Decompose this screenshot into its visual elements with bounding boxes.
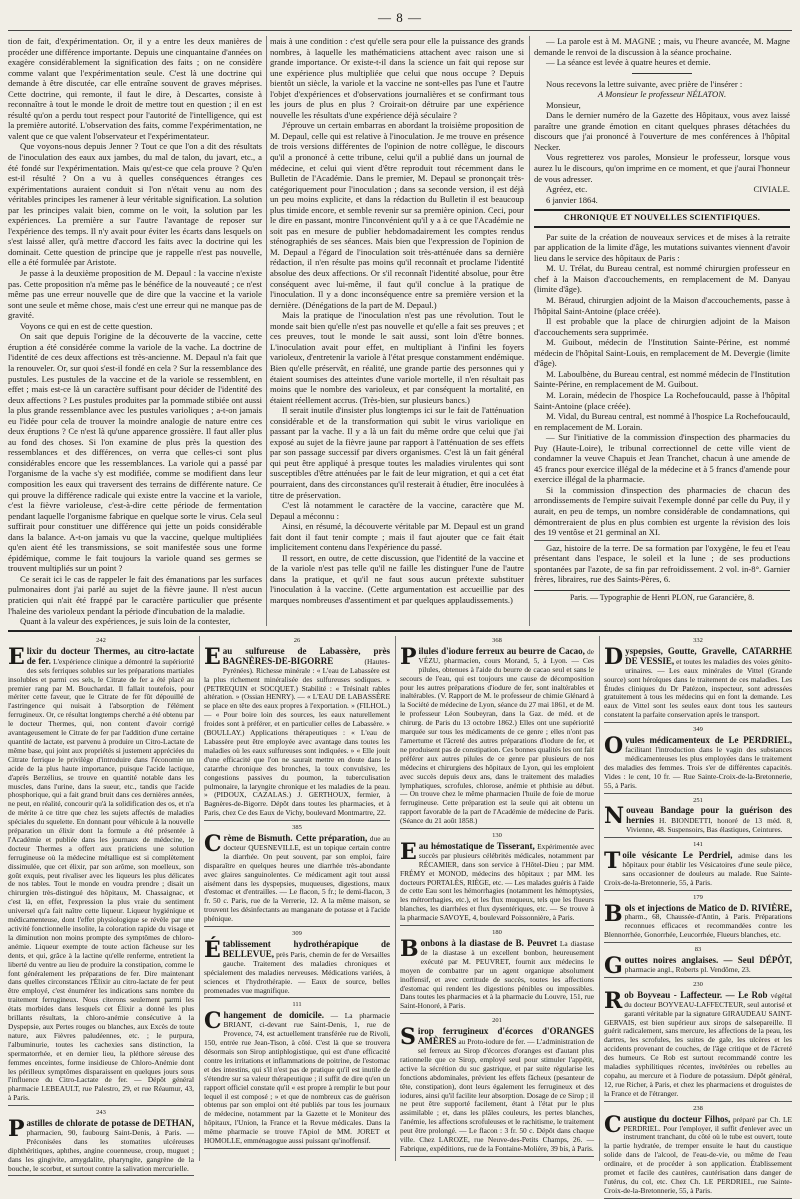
article-paragraph: Il ressort, en outre, de cette discussion, que l'identité de la vaccine et de la variole n'est pas telle qu'il ne faille les distinguer l'une de l'autre dans la pratique, et qu'il ne faut sous aucun prétexte substituer l'inoculation à la vaccine. (Cette argumentation est accueillie par des marques nombreuses d'assentiment et par quelques applaudissements.) xyxy=(270,552,524,605)
ad-separator xyxy=(204,926,390,927)
ad-separator xyxy=(604,890,792,891)
ad-body: pharm., 68, Chaussée-d'Antin, à Paris. Préparations reconnues efficaces et recommandées contre les Blennorrhée, Gonorrhée, Leucorrhée, Flueurs blanches, etc. xyxy=(604,912,792,940)
letter-salutation: Monsieur, xyxy=(546,99,581,110)
ad-number: 26 xyxy=(293,637,301,644)
ad-text xyxy=(400,1024,594,1154)
news-paragraph: M. U. Trélat, du Bureau central, est nommé chirurgien professeur en chef à la Maison d'accouchements, en remplacement de M. Danyau (limite d'âge). xyxy=(534,263,790,295)
ad-text xyxy=(8,643,194,1103)
article-paragraph: Que voyons-nous depuis Jenner ? Tout ce que l'on a dit des résultats de l'inoculation des eaux aux jambes, du mal de talon, du javart, etc., a été fondé sur l'expérimentation. Mais qu'est-ce que cela prouve ? Qu'en est-il résulté ? On a vu à quelles conséquences étranges ces expérimentations auraient conduit si l'on n'était venu au nom des véritables principes les ramener à leur véritable signification. La solution par les principes valait bien, comme on le voit, la solution par les expériences. La première a sur l'autre l'avantage de reposer sur l'expérience des temps. Il n'y avait pour éviter les écarts dans lesquels on s'est laissé aller, qu'à mettre d'accord les faits avec la doctrine qui les dominait. Cette question de principe que je rappelle n'est pas nouvelle, elle a été formulée par Aristote. xyxy=(8,141,262,268)
ad-body: due au docteur QUESNEVILLE, est un topique certain contre la diarrhée. On peut souvent, par son emploi, faire disparaître en quelques heures une diarrhée très-abondante avec glaires sanguinolentes. Ce médicament agit tout aussi aisément dans les dyspepsies, muqueuses, digestions, maux d'estomac et d'entrailles. — Le flacon, 5 fr.; le demi-flacon, 3 fr. 50 c. Paris, rue de la Verrerie, 12. A la même maison, se trouvent les désinfectants au manganate de potasse et à l'acide phénique. xyxy=(204,834,390,924)
ad-separator xyxy=(604,942,792,943)
ad-title: oile vésicante Le Perdriel, xyxy=(622,850,733,861)
column-divider xyxy=(266,36,267,626)
ad-text xyxy=(204,643,390,818)
letter-closing xyxy=(534,184,790,195)
letter-body: Vous regretterez vos paroles, Monsieur le professeur, lorsque vous aurez lu le discours, qu'on imprime en ce moment, et que j'aurai l'honneur de vous adresser. xyxy=(534,152,790,184)
drop-cap: P xyxy=(400,643,417,670)
news-paragraph: Si la commission d'inspection des pharmacies de chacun des arrondissements de l'empire suivait l'exemple donné par celle du Puy, il y aurait, en peu de temps, un nombre considérable de condamnations, qui démontreraient de plus en plus combien est urgente la révision des lois des 19 ventôse et 21 germinal an XI. xyxy=(534,484,790,538)
advertisement xyxy=(604,841,792,891)
top-rule xyxy=(8,30,792,31)
ad-text xyxy=(204,831,390,924)
session-note: — La séance est levée à quatre heures et demie. xyxy=(546,57,711,68)
ad-body: H. BIONDETTI, honoré de 13 méd. 8, Vivienne, 48. Suspensoirs, Bas élastiques, Ceintures. xyxy=(626,816,792,835)
news-paragraph: — Sur l'initiative de la commission d'inspection des pharmacies du Puy (Haute-Loire), le tribunal correctionnel de cette ville vient de condamner la veuve Chapuis et Jean Tranchet, chacun à une amende de 45 francs pour exercice illégal de la médecine et à 5 francs d'amende pour exercice illégal de la pharmacie. xyxy=(534,432,790,485)
ads-column-1 xyxy=(8,636,194,1173)
ad-title: vules médicamenteux de Le PERDRIEL, xyxy=(625,735,792,746)
ad-body: facilitant l'introduction dans le vagin des substances médicamenteuses les plus employées dans le traitement des maladies des femmes. Trois s'er de différentes capacités. Vides : le cent, 10 fr. — Rue Sainte-Croix-de-la-Bretonnerie, 55, à Paris. xyxy=(604,744,792,790)
ad-body: Elles ont une supériorité marquée sur tous les médicaments de ce genre ; elles n'ont pas l'amertume et l'âcreté des autres préparations d'iodure de fer, et ne produisent pas de constipation. Ces bonnes qualités les ont fait préférer aux autres pilules de ce genre par plusieurs de nos médecins et chirurgiens des hôpitaux de Lyon, qui les emploient avec succès depuis deux ans, dans le traitement des maladies lymphatiques, scrofules, chlorose, anémie et phthisie au début. — On trouve chez le même pharmacien l'huile de foie de morue ferrugineuse. Cette préparation est la seule qui ait obtenu un rapport favorable de la part de l'Académie de médecine de Paris. (Séance du 21 août 1858.) xyxy=(400,718,594,826)
drop-cap: N xyxy=(604,803,625,830)
page-number: — 8 — xyxy=(378,10,422,25)
ad-text xyxy=(204,1008,390,1146)
ad-text xyxy=(604,900,792,941)
advertisement xyxy=(204,637,390,821)
advertisement xyxy=(8,1109,194,1176)
drop-cap: E xyxy=(400,838,417,865)
advertisement xyxy=(204,930,390,998)
article-column-2 xyxy=(270,36,524,626)
article-paragraph: Je passe à la deuxième proposition de M. Depaul : la vaccine n'existe pas. Cette proposition n'a même pas le bénéfice de la nouveauté ; ce n'est même pas une erreur nouvelle que de dire que la vaccine et la variole sont une seule et même chose, mais c'est une erreur qui ne manque pas de gravité. xyxy=(8,268,262,321)
ad-separator xyxy=(604,977,792,978)
section-title: CHRONIQUE ET NOUVELLES SCIENTIFIQUES. xyxy=(534,209,790,228)
ad-number: 130 xyxy=(492,832,502,840)
ad-separator xyxy=(604,1101,792,1102)
letter-addressee: A Monsieur le professeur NÉLATON. xyxy=(597,89,727,100)
ad-separator xyxy=(604,837,792,838)
ad-title: onbons à la diastase de B. Peuvret xyxy=(420,938,557,948)
ad-separator xyxy=(400,1013,594,1014)
letter-date: 6 janvier 1864. xyxy=(546,194,598,205)
drop-cap: D xyxy=(604,643,624,670)
ad-body: pharmacie angl., Roberts pl. Vendôme, 23. xyxy=(624,965,751,974)
ad-number: 230 xyxy=(693,980,703,988)
ad-text xyxy=(604,953,792,980)
article-paragraph: Quant à la valeur des expériences, je suis loin de la contester, xyxy=(20,616,231,627)
ad-body: Expérimentée avec succès par plusieurs célébrités médicales, notamment par RÉCAMIER, dans son service à l'Hôtel-Dieu ; par MM. FRÉMY et MONOD, médecins des hôpitaux ; par MM. les docteurs PORTALÈS, RIÈGE, etc. — Les malades guéris à l'aide de cette Eau sont les hémorrhagies (notamment les hémoptysies, les métrorrhagies, etc.), et les flux muqueux, tels que les flueurs blanches, les diarrhées et flux dysentériques, etc. — Se trouve à la pharmacie SAVOYE, 4, boulevard Poissonnière, à Paris. xyxy=(400,841,594,923)
ad-number: 368 xyxy=(492,637,502,644)
advertisement xyxy=(604,894,792,944)
advertisement xyxy=(400,637,594,829)
ad-separator xyxy=(8,1105,194,1106)
drop-cap: C xyxy=(604,1111,622,1138)
ad-text xyxy=(400,643,594,826)
ad-text xyxy=(604,848,792,888)
ad-separator xyxy=(204,820,390,821)
advertisement xyxy=(400,832,594,926)
ad-body: admise dans les hôpitaux pour établir les Vésicatoires d'une seule pièce, sans occasionner de douleurs au malade. Rue Sainte-Croix-de-la-Bretonnerie, 55, à Paris. xyxy=(604,851,792,887)
advertisement xyxy=(8,637,194,1106)
drop-cap: E xyxy=(204,643,221,670)
article-paragraph: Voyons ce qui en est de cette question. xyxy=(20,320,153,331)
ad-separator xyxy=(400,1156,594,1157)
ad-text xyxy=(8,1116,194,1173)
ads-column-3 xyxy=(400,636,594,1161)
ad-title: irop ferrugineux d'écorces d'ORANGES AMÈRES xyxy=(417,1026,594,1047)
drop-cap: B xyxy=(604,900,623,927)
advertisement xyxy=(400,1017,594,1157)
ad-body: (Hautes-Pyrénées). Richesse minérale : « L'eau de Labassère est la plus richement minéralisée des sulfureuses sodiques. » (PETREQUIN et SOCQUET.) Stabilité : « Trésinalt rables altération. » (Ossian HENRY). — « L'EAU DE LABASSÈRE se place en tête des eaux propres à l'exportation. » (FILHOL.) — « Pour boire loin des sources, les eaux naturellement froides sont à préférer, et en particulier celles de Labassère. » (BOULLAY.) Applications thérapeutiques : « L'eau de Labassère peut être employée avec avantage dans toutes les maladies où les eaux sulfureuses sont indiquées. » « Elle jouit d'une efficacité que l'on ne saurait mettre en doute dans le catarrhe chronique des bronches, la toux convulsive, les congestions passives du poumon, la tuberculisation pulmonaire, la laryngite chronique et les maladies de la peau. » (PIDOUX, CAZALAS.) J. GERTHOUX, fermier, à Bagnères-de-Bigorre. Dépôt dans toutes les pharmacies, et à Paris, chez Ce des Eaux de Vichy, boulevard Montmartre, 22. xyxy=(204,656,390,818)
article-paragraph: Il serait inutile d'insister plus longtemps ici sur le fait de l'atténuation considérable et de la transformation qui subit le virus variolique en passant par la vache. Il y a là un fait du même ordre que celui que j'ai exposé au sujet de la fièvre jaune par rapport à l'atténuation de ses effets par son passage successif par divers organismes. C'est là un fait général qui peut être appliqué à presque toutes les maladies virulentes qui sont susceptibles d'être atténuées par le fait de leur migration, et qui a cet état pourraient, dans des circonstances qu'il resterait à étudier, être inoculées à titre de préservation. xyxy=(270,405,524,500)
advertisement xyxy=(604,981,792,1102)
advertisements-section xyxy=(8,636,793,1195)
ad-number: 243 xyxy=(96,1109,106,1117)
ad-title: outtes noires anglaises. — Seul DÉPÔT, xyxy=(624,955,792,966)
letter-closing-text: Agréez, etc. xyxy=(546,184,588,195)
ad-text xyxy=(604,987,792,1099)
ad-number: 309 xyxy=(292,930,302,938)
news-paragraph: M. Guibout, médecin de l'Institution Sainte-Périne, est nommé médecin de l'hôpital Saint-Louis, en remplacement de M. Devergie (limite d'âge). xyxy=(534,337,790,369)
article-paragraph: J'éprouve un certain embarras en abordant la troisième proposition de M. Depaul, celle qui est relative à l'inoculation. Je me trouve en présence de trois versions différentes de l'opinion de notre collègue, le discours qu'il a prononcé à cette tribune, celui qu'il a publié dans un journal de médecine, et celui qui vient d'être reproduit tout récemment dans le Bulletin de l'Académie. Dans le premier, M. Depaul se prononçait très-catégoriquement pour l'inoculation ; dans sa seconde version, il est déjà un peu moins explicite, et dans la rédaction du Bulletin il est beaucoup plus timide encore, et semble revenir sur sa première opinion. Ceci, pour le dire en passant, montre l'inconvénient qu'il y a à ce que l'Académie ne soit pas en mesure de publier hebdomadairement les comptes rendus sténographiés de ses séances. Mais bien que l'expression de l'opinion de M. Depaul a l'égard de l'inoculation soit très-atténuée dans sa dernière rédaction, il n'en résulte pas moins qu'il reconnaît et proclame l'identité absolue des deux affections. Or s'il reconnaît l'identité absolue, pour être conséquent avec lui-même, il faut qu'il conclue à la pratique de l'inoculation. Il y a donc inconséquence entre sa première version et la dernière. (Dénégations de la part de M. Depaul.) xyxy=(270,120,524,310)
news-paragraph: Par suite de la création de nouveaux services et de mises à la retraite par application de la limite d'âge, les mutations suivantes viennent d'avoir lieu dans le service des hôpitaux de Paris : xyxy=(534,231,790,263)
ad-separator xyxy=(604,722,792,723)
drop-cap: G xyxy=(604,953,623,980)
ad-title: astilles de chlorate de potasse de DETHAN, xyxy=(26,1118,194,1129)
ad-title: ouveau Bandage pour la guérison des hernies xyxy=(626,805,792,826)
ad-number: 349 xyxy=(693,726,703,734)
ad-number: 201 xyxy=(492,1017,502,1025)
ad-separator xyxy=(400,925,594,926)
ad-text xyxy=(204,937,390,995)
ad-title: au hémostatique de Tisserant, xyxy=(418,840,535,851)
ad-title: ols et injections de Matico de D. RIVIÈRE, xyxy=(624,902,792,913)
column-divider xyxy=(395,636,396,1161)
article-paragraph: On sait que depuis l'origine de la découverte de la vaccine, cette éruption a été considérée comme la variole de la vache. La doctrine de l'identité de ces deux affections est très-ancienne. M. Depaul n'a fait que la renouveler. Or, sur quoi s'est-il fondé en cela ? Sur la ressemblance des pustules. Les pustules de la vaccine et de la variole se ressemblent, en effet ; mais est-ce là un caractère suffisant pour décider de l'identité des deux affections ? Les pustules produites par la pommade stibiée ont aussi la plus grande ressemblance avec les pustules varioliques ; a-t-on jamais eu l'idée pour cela de trouver la moindre analogie de nature entre ces deux éruptions ? Ce n'est là qu'une apparence grossière. Il faut aller plus au fond des choses. Si l'on examine de plus près la question des ressemblances et des différences, on verra que celles-ci sont plus considérables encore que les ressemblances. La variole qui a passé par l'organisme de la vache s'y est modifiée, comme se modifient dans leur composition les eaux qui traversent des terrains de différente nature. Ce qui prouve la différence radicale qui existe entre la vaccine et la variole, c'est la fièvre varioleuse, c'est-à-dire cette période de fermentation pendant laquelle l'organisme fabrique en quelque sorte le virus. Cela seul suffirait pour constituer une différence qui jette un poids considérable dans la balance. A-t-on jamais vu que la vaccine, quelque multipliées qu'en aient été les transmissions, se soit manifestée sous une forme épidémique, comme le fait toujours la variole quand ses germes se trouvent multipliés sur un point ? xyxy=(8,331,262,574)
column-divider xyxy=(529,36,530,626)
ad-separator xyxy=(604,793,792,794)
ads-column-2 xyxy=(204,636,390,1161)
article-paragraph: Ainsi, en résumé, la découverte véritable par M. Depaul est un grand fait dont il faut tenir compte ; mais il faut ajouter que ce fait était implicitement contenu dans l'expérience du passé. xyxy=(270,521,524,553)
ad-title: austique du docteur Filhos, xyxy=(623,1113,731,1124)
separator xyxy=(534,540,790,541)
drop-cap: É xyxy=(204,937,221,963)
column-divider xyxy=(599,636,600,1161)
imprint: Paris. — Typographie de Henri PLON, rue Garancière, 8. xyxy=(534,590,790,604)
ad-title: ilules d'iodure ferreux au beurre de Cacao, xyxy=(418,645,585,656)
separator xyxy=(632,73,692,74)
advertisement xyxy=(604,797,792,839)
ad-body: Dire maintenant dans quelles circonstances l'Élixir au citro-lactate de fer peut être employé, c'est énumérer les indications sans nombre du traitement ferrugineux. Nous citerons seulement parmi les états morbides dans lesquels cet Élixir a donné les plus brillants résultats, la chloro-anémie consécutive à la Dyspepsie, aux Pertes rouges ou blanches, aux Excès de toute nature, aux Fièvres paludéennes, etc. ; le purpura, l'albuminurie, toutes les cachexies sans distinction, la spermatorrhée, et en dernier lieu, la pléthore séreuse des femmes enceintes, forme insidieuse de Chloro-Anémie dont les périlleux symptômes disparaissent en quelques jours sous l'influence du Citro-Lactate de fer. — Dépôt général pharmacie LEBEAULT, rue Palestro, 29, et rue Réaumur, 43, à Paris. xyxy=(8,968,194,1103)
article-paragraph: mais à une condition : c'est qu'elle sera pour elle la puissance des grands nombres, à laquelle les mathématiciens attachent avec raison une si grande importance. Or existe-t-il dans la science un fait qui repose sur une expérience plus multipliée que celui que nous occupe ? Depuis bientôt un siècle, la variole et la vaccine ne sont-elles pas l'une et l'autre l'objet d'expériences et d'observations journalières et se confirmant tous les jours de plus en plus ? Croirait-on détruire par une expérience nouvelle les résultats d'une expérience déjà séculaire ? xyxy=(270,36,524,120)
drop-cap: O xyxy=(604,733,624,760)
ads-rule xyxy=(8,630,792,632)
ad-number: 179 xyxy=(693,893,703,901)
ad-number: 83 xyxy=(694,946,702,954)
advertisement xyxy=(204,824,390,927)
ad-number: 251 xyxy=(693,796,703,804)
article-column-3 xyxy=(534,36,790,626)
ad-number: 242 xyxy=(96,637,106,644)
drop-cap: R xyxy=(604,987,623,1014)
ad-number: 180 xyxy=(492,929,502,937)
drop-cap: C xyxy=(204,1008,222,1035)
ad-number: 332 xyxy=(693,637,703,644)
ad-title: au sulfureuse de Labassère, près BAGNÈRES-DE-BIGORRE xyxy=(222,645,390,666)
drop-cap: T xyxy=(604,848,621,875)
ad-title: yspepsies, Goutte, Gravelle, CATARRHE DE VESSIE, xyxy=(625,645,792,666)
ad-body: végétal du docteur BOYVEAU-LAFFECTEUR, seul autorisé et garanti véritable par la signature GIRAUDEAU SAINT-GERVAIS, est bien supérieur aux sirops de salsepareille. Il guérit radicalement, sans mercure, les affections de la peau, les dartres, les scrofules, les suites de gale, les ulcères et les accidents provenant de couches, de l'âge critique et de l'âcreté des humeurs. Ce Rob est surtout recommandé contre les maladies syphilitiques récentes, invétérées ou rebelles au copahu, au mercure et à l'iodure de potassium. Dépôt général, 12, rue Richer, à Paris, et chez les pharmaciens et droguistes de la France et de l'étranger. xyxy=(604,990,792,1098)
ad-body: de VÉZU, pharmacien, cours Morand, 5, à Lyon. — Ces pilules, obtenues à l'aide du beurre de cacao seul et sans le secours de l'eau, qui est toujours une cause de décomposition pour les autres préparations d'iodure de fer, sont inaltérables et inaltérables. (V. Rapport de M. le professeur de chimie Glénard à la Société de médecine de Lyon, séance du 27 mai 1861, et de M. le professeur Léon Soubeyran, dans la Gaz. de méd. et de chirurg. de Paris du 13 octobre 1862.) xyxy=(400,646,594,728)
ad-separator xyxy=(400,828,594,829)
drop-cap: B xyxy=(400,936,419,962)
article-paragraph: tion de fait, d'expérimentation. Or, il y a entre les deux manières de procéder une différence importante. Depuis une cinquantaine d'années on exagère considérablement la signification des faits ; on ne considère comme valant que l'expérimentation seule. C'est là une doctrine qui demande à être discutée, car elle entraîne souvent de graves méprises. Cette doctrine, qui remonte, il faut le dire, à Descartes, consiste à reconnaître à tout le monde le droit de mettre tout en question ; il en est résulté qu'on a perdu tout respect pour l'autorité de l'intelligence, qui est la première autorité. L'observation des faits, comme l'expérimentation, ne valent que ce que valent l'observateur et l'expérimentateur. xyxy=(8,36,262,141)
letter-body: Dans le dernier numéro de la Gazette des Hôpitaux, vous avez laissé paraître une grande émotion en citant quelques phrases détachées du discours que j'ai prononcé à l'ouverture de mes conférences à l'hôpital Necker. xyxy=(534,110,790,152)
ad-body: préparé par Ch. LE PERDRIEL. Pour l'employer, il suffit d'enlever avec un instrument tranchant, du côté où le tube est ouvert, toute la partie hydratée, de tremper ensuite le haut du caustique solide dans de l'alcool, de l'eau-de-vie, ou même de l'eau ordinaire, et de procéder à son application. Établissement promet et facile des cautères, cautérisation dans danger de l'utérus, du col, etc. Chez Ch. LE PERDRIEL, rue Sainte-Croix-de-la-Bretonnerie, 55, à Paris. xyxy=(604,1114,792,1195)
ad-title: rème de Bismuth. Cette préparation, xyxy=(223,833,368,844)
letter-signature: CIVIALE. xyxy=(753,184,790,195)
book-notice: Gaz, histoire de la terre. De sa formation par l'oxygène, le feu et l'eau présentant dans l'espace, le soleil et la lune ; de ses productions spontanées par l'azote, de sa fin par refroidissement. 2 vol. in-8°. Garnier frères, libraires, rue des Saints-Pères, 6. xyxy=(534,542,790,585)
ad-body: Liqueur hygiénique et médicamenteuse, dont l'effet physiologique se révèle par une activité fonctionnelle insolite, la coloration rapide du visage et la diminution non moins prompte des symptômes de chloro-anémie. Liqueur exempte de toute action fâcheuse sur les dents, et qui, grâce à la lactine qu'elle renferme, entretient la liberté du ventre au lieu de produire la constipation, comme le font généralement les préparations de fer. xyxy=(8,906,194,978)
ad-text xyxy=(604,1111,792,1196)
news-paragraph: Il est probable que la place de chirurgien adjoint de la Maison d'accouchements sera supprimée. xyxy=(534,316,790,337)
ad-body: au Proto-iodure de fer. — L'administration de sel ferreux au Sirop d'écorces d'oranges est d'autant plus rationnelle que ce Sirop, employé seul pour stimuler l'appétit, active la sécrétion du suc gastrique, et par suite régularise les fonctions abdominales, prévient les effets fâcheux (pesanteur de tête, constipation), dont leurs également les ferrugineux et des iodures, ainsi qu'il facilite leur absorption. Dosage de ce Sirop ; il ne peut être supporté facilement, étant à l'état pur le plus assimilable ; et, dans les plâles couleurs, les pertes blanches, l'anémie, les affections scrofuleuses et le rachitisme, le traitement peut être prolongé. — Le flacon : 3 fr. 50 c. Dépôt dans chaque ville. Chez LAROZE, rue Neuve-des-Petits Champs, 26. — Fabrique, expéditions, rue de la Fontaine-Molière, 39 bis, à Paris. xyxy=(400,1037,594,1153)
ad-separator xyxy=(8,1175,194,1176)
advertisement xyxy=(604,726,792,793)
ad-body: La diastase de la diastase à un excellent bonbon, heureusement exécuté par M. PEUVRET, fournit aux médecins le moyen de combattre par un agent organique absolument inoffensif, et avec certitude de succès, toutes les affections d'estomac qui rendent les digestions pénibles ou impossibles. Dans toutes les pharmacies et à la pharmacie du Louvre, 151, rue Saint-Honoré, à Paris. xyxy=(400,939,594,1011)
advertisement xyxy=(604,946,792,978)
advertisement xyxy=(604,637,792,723)
news-paragraph: M. Vidal, du Bureau central, est nommé à l'hospice La Rochefoucauld, en remplacement de M. Lorain. xyxy=(534,411,790,432)
ad-text xyxy=(400,936,594,1011)
ad-title: lixir du docteur Thermes, au citro-lactate de fer. xyxy=(26,645,194,666)
article-paragraph: Mais la pratique de l'inoculation n'est pas une révolution. Tout le monde sait bien qu'elle n'est pas nouvelle et qu'elle a fait ses preuves ; et ces preuves, tout le monde le sait aussi, sont loin d'être bonnes. L'inoculation avait pour effet, en multipliant à l'infini les foyers varioleux, d'entretenir la variole à l'état presque constamment endémique. Bien qu'elle préservât, en réalité, une grande partie des personnes qui y étaient soumises des atteintes d'une variole mortelle, il n'en résultait pas moins que le nombre des varioleux, et par conséquent la mortalité, en étaient réellement accrus. (Très-bien, sur plusieurs bancs.) xyxy=(270,310,524,405)
article-column-1 xyxy=(8,36,262,626)
ad-body: L'expérience clinique a démontré la supériorité des sels ferriques solubles sur les préparations martiales insolubles et parmi ces sels, le Citrate de fer a été placé au premier rang par M. Bouchardat. Il fallait toutefois, pour mériter cette faveur, que le Citrate de fer fût dépouillé de l'astringence qui nuisait à l'absorption de l'élément ferrugineux. Or, ce résultat longtemps cherché a été obtenu par le docteur Thermes, qui, non content d'avoir corrigé avantageusement le Citrate de fer par l'addition d'une certaine quantité de lactate, est parvenu à produire un Citro-Lactate de même base, qui joint aux propriétés si justement appréciées du Citrate ferrique le privilège d'introduire dans l'économie un acide de la plus haute importance, puisque l'acide lactique, d'après Berzélius, se trouve en quantité notable dans les muscles, dans l'urine, dans la sueur, etc., tandis que l'acide phosphorique, qui a fait grand bruit dans ces dernières années, ne peut, en réalité, concourir qu'à la solidification des os, et n'a de mérite à ce titre que chez les sujets affectés de maladies spéciales du squelette. xyxy=(8,656,194,827)
letter-intro: Nous recevons la lettre suivante, avec prière de l'insérer : xyxy=(546,78,743,89)
news-paragraph: M. Lorain, médecin de l'hospice La Rochefoucauld, passe à l'hôpital Saint-Antoine (place créée). xyxy=(534,389,790,411)
ad-number: 238 xyxy=(693,1104,703,1112)
advertisement xyxy=(604,1105,792,1199)
ad-title: tablissement hydrothérapique de BELLEVUE, xyxy=(222,939,390,959)
ad-text xyxy=(400,838,594,923)
ad-number: 111 xyxy=(292,1001,302,1009)
drop-cap: C xyxy=(204,831,222,858)
ad-title: ob Boyveau - Laffecteur. — Le Rob xyxy=(624,989,768,1000)
ad-number: 385 xyxy=(292,824,302,832)
column-divider xyxy=(199,636,200,1161)
ad-body: près Paris, chemin de fer de Versailles gauche. Traitement des maladies chroniques et spécialement des maladies nerveuses. Médications variées, à sciences et l'hydrothérapie. — Eaux de source, belles promenades vue magnifique. xyxy=(204,949,390,995)
article-section xyxy=(8,36,792,628)
ad-text xyxy=(604,803,792,835)
ad-title: hangement de domicile. xyxy=(223,1010,324,1021)
news-paragraph: M. Laboulbène, du Bureau central, est nommé médecin de l'Institution Sainte-Périne, en remplacement de M. Guibout. xyxy=(534,368,790,390)
session-note: — La parole est à M. MAGNE ; mais, vu l'heure avancée, M. Magne demande le renvoi de la discussion à la séance prochaine. xyxy=(534,36,790,57)
ad-text xyxy=(604,643,793,720)
ad-body: — La pharmacie BRIANT, ci-devant rue Saint-Denis, 1, rue de Provence, 74, est actuellement transférée rue de Rivoli, 150, entrée rue Jean-Tison, à côté. C'est là que se trouvera désormais son Sirop antiphlogistique, qui est d'une efficacité contre les irritations et inflammations de poitrine, de l'estomac et des intestins, qui s'il n'est pas de pratique qu'il est inutile de s'étendre sur sa valeur thérapeutique ; il suffit de dire qu'en un rapport officiel constate qu'il « est propre à remplir le but pour lequel il est composé ; » et que de nombreux cas de guérison obtenus par son emploi ont été publiés par tous les journaux de médecine, notamment par la Gazette et le Moniteur des hôpitaux, l'Union, la France et la Revue médicales. Dans la même pharmacie se trouve l'Apiol de MM. JORET et HOMOLLE, emménagogue aussi puissant qu'inoffensif. xyxy=(204,1011,390,1146)
advertisement xyxy=(204,1001,390,1149)
ad-body: et toutes les maladies des voies génito-urinaires. — Les eaux minérales de Vittel (Grande source) sont héroïques dans le traitement de ces maladies. Les Études cliniques du Dr Patézon, inspecteur, sont adressées gratuitement à tous les médecins qui en font la demande. Les eaux de Vittel sont les seules eaux dont tous les sauteurs constatent la parfaite conservation après le transport. xyxy=(604,656,793,720)
drop-cap: S xyxy=(400,1024,416,1051)
ad-separator xyxy=(204,997,390,998)
article-paragraph: Ce serait ici le cas de rappeler le fait des émanations par les surfaces pulmonaires dont j'ai parlé au sujet de la fièvre jaune. Il n'est aucun praticien qui n'ait été frappé par le caractère particulier que présente l'haleine des varioleux pendant la période d'incubation de la maladie. xyxy=(8,573,262,616)
ad-text xyxy=(604,733,792,790)
advertisement xyxy=(400,929,594,1014)
article-paragraph: C'est là notamment le caractère de la vaccine, caractère que M. Depaul a méconnu : xyxy=(270,500,524,521)
drop-cap: E xyxy=(8,643,25,670)
ad-body: pharmacien, 90, faubourg Saint-Denis, à Paris. — Préconisées dans les stomatites ulcéreuses diphthéritiques, aphthes, angine couenneuse, croup, muguet ; dans les gingivite, amygdalite, pharyngite, gangrène de la bouche, le scorbut, et surtout contre la salivation mercurielle. xyxy=(8,1127,194,1173)
drop-cap: P xyxy=(8,1116,25,1143)
news-paragraph: M. Béraud, chirurgien adjoint de la Maison d'accouchements, passe à l'hôpital Saint-Antoine (place créée). xyxy=(534,295,790,316)
ads-column-4 xyxy=(604,636,793,1195)
ad-number: 141 xyxy=(693,841,703,849)
ad-body: En donnant pour véhicule à la nouvelle préparation un élixir dont la formule a été présentée à l'Académie et publiée dans les journaux de médecine, le docteur Thermes a offert aux praticiens une solution ferrugineuse où la médecine métallique est si complètement dissimulée, que cet élixir, par son arôme, son moelleux, son goût exquis, peut rivaliser avec les liqueurs les plus délicates de nos tables. Tout le monde en voudra prendre ; disait un chirurgien très-distingué des hôpitaux, M. Chassaignac, et c'est là, en effet, l'expression la plus vraie du sentiment universel qu'a fait naître cette liqueur. xyxy=(8,817,194,916)
ad-separator xyxy=(204,1148,390,1149)
